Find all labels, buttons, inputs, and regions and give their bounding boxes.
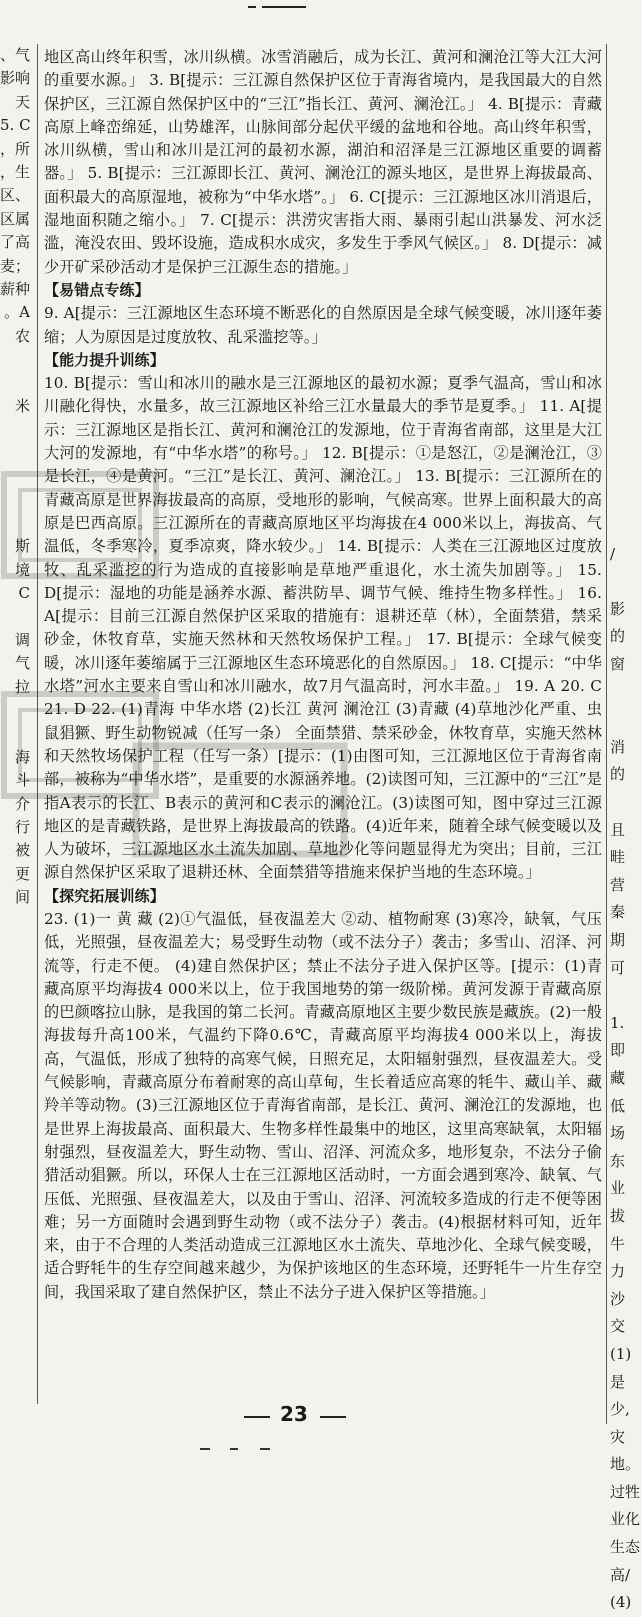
left-strip-line: 拉 xyxy=(14,677,30,696)
right-strip-line: 窗 xyxy=(610,655,626,674)
right-strip-line: 高/ xyxy=(610,1565,631,1584)
left-strip-line: ，生 xyxy=(0,162,31,181)
left-strip-line: 5. C xyxy=(0,116,31,135)
right-strip-line: 秦 xyxy=(610,903,626,922)
right-strip-line: 可 xyxy=(610,958,626,977)
left-strip-line: 薪种 xyxy=(0,279,31,298)
left-strip-line: 间 xyxy=(14,888,30,907)
right-strip-line: 1. xyxy=(610,1013,625,1032)
left-strip-line: 天 xyxy=(14,92,30,111)
left-strip-line xyxy=(0,909,30,932)
right-strip-line: 即 xyxy=(610,1041,626,1060)
left-strip-line: 行 xyxy=(14,817,30,836)
left-strip-line: 境 xyxy=(14,560,30,579)
right-strip-line: (1) xyxy=(610,1344,632,1363)
page-number-dash-right xyxy=(320,1416,346,1418)
right-strip-line: 东 xyxy=(610,1151,626,1170)
right-strip-line: 消 xyxy=(610,737,626,756)
page-number: 23 xyxy=(280,1402,308,1426)
right-strip-line xyxy=(610,182,642,210)
left-strip-line: 区属 xyxy=(0,209,31,228)
left-strip-line: C xyxy=(18,583,30,602)
left-strip-line: 斯 xyxy=(14,537,30,556)
right-strip-line: 业化 xyxy=(610,1510,641,1529)
section-heading-explore: 【探究拓展训练】 xyxy=(44,886,165,905)
left-strip-line xyxy=(0,418,30,441)
right-strip-line xyxy=(610,706,642,734)
left-strip-line: 海 xyxy=(14,747,30,766)
right-strip-line xyxy=(610,265,642,293)
answers-10-to-22: 10. B[提示：雪山和冰川的融水是三江源地区的最初水源；夏季气温高，雪山和冰川融化得快，水量多，故三江源地区补给三江水量最大的季节是夏季。」 11. A[提示：三江源地区是指长江、黄河和澜沧江的发源地，位于青海省南部，这里是大江大河的发源地，有“中华水塔”的称号。」 12. B[提示：①是怒江，②是澜沧江，③是长江，④是黄河。“三江”是长江、黄河、澜沧江。」 13. B[提示：三江源所在的青藏高原是世界海拔最高的高原，受地形的影响，气候高寒。世界上面积最大的高原是巴西高原。三江源所在的青藏高原地区平均海拔在4 000米以上，海拔高、气温低，冬季寒冷，夏季凉爽，降水较少。」 14. B[提示：人类在三江源地区过度放牧、乱采滥挖的行为造成的直接影响是草地严重退化，水土流失加剧等。」 15. D[提示：湿地的功能是涵养水源、蓄洪防旱、调节气候、维持生物多样性。」 16. A[提示：目前三江源自然保护区采取的措施有：退耕还草（林），全面禁猎，禁采砂金，休牧育草，实施天然林和天然牧场保护工程。」 17. B[提示：全球气候变暖，冰川逐年萎缩属于三江源地区生态环境恶化的自然原因。」 18. C[提示：“中华水塔”河水主要来自雪山和冰川融水，故7月气温高时，河水丰盈。」 19. A 20. C 21. D 22. (1)青海 中华水塔 (2)长江 黄河 澜沧江 (3)青藏 (4)草地沙化严重、虫鼠猖獗、野生动物锐减（任写一条） 全面禁猎、禁采砂金，休牧育草，实施天然林和天然牧场保护工程（任写一条）[提示：(1)由图可知，三江源地区位于青海省南部，被称为“中华水塔”，是重要的水源涵养地。(2)读图可知，三江源中的“三江”是指A表示的长江、B表示的黄河和C表示的澜沧江。(3)读图可知，图中穿过三江源地区的是青藏铁路，是世界上海拔最高的铁路。(4)近年来，随着全球气候变暖以及人为破坏，三江源地区水土流失加剧、草地沙化等问题显得尤为突出；目前，三江源自然保护区采取了退耕还林、全面禁猎等措施来保护当地的生态环境。」 xyxy=(44,374,602,882)
left-strip-line: 区、 xyxy=(0,186,31,205)
left-strip-line xyxy=(0,371,30,394)
right-strip-line xyxy=(610,982,642,1010)
right-column-fragment xyxy=(610,44,642,1612)
right-strip-line: 是 xyxy=(610,1372,626,1391)
right-strip-line: 沙 xyxy=(610,1289,626,1308)
right-strip-line: 业 xyxy=(610,1179,626,1198)
right-strip-line: 少, xyxy=(610,1400,630,1419)
right-strip-line: 营 xyxy=(610,875,626,894)
left-strip-line: ，所 xyxy=(0,139,31,158)
left-strip-line: 被 xyxy=(14,841,30,860)
answer-23: 23. (1)一 黄 藏 (2)①气温低，昼夜温差大 ②动、植物耐寒 (3)寒冷，缺氧，气压低，光照强，昼夜温差大；易受野生动物（或不法分子）袭击；多雪山、沼泽、河流等，行走不便。 (4)建自然保护区；禁止不法分子进入保护区等。[提示：(1)青藏高原平均海拔4 000米以上，位于我国地势的第一级阶梯。黄河发源于青藏高原的巴颜喀拉山脉，是我国的第二长河。青藏高原地区主要少数民族是藏族。(2)一般海拔每升高100米，气温约下降0.6℃，青藏高原平均海拔4 000米以上，海拔高，气温低，形成了独特的高寒气候，日照充足，太阳辐射强烈，昼夜温差大。受气候影响，青藏高原分布着耐寒的高山草甸，生长着适应高寒的牦牛、藏山羊、藏羚羊等动物。(3)三江源地区位于青海省南部，是长江、黄河、澜沧江的发源地，也是世界上海拔最高、面积最大、生物多样性最集中的地区，这里高寒缺氧，太阳辐射强烈，昼夜温差大，野生动物、雪山、沼泽、河流众多，地形复杂，不法分子偷猎活动猖獗。所以，环保人士在三江源地区活动时，一方面会遇到寒冷、缺氧、气压低、光照强、昼夜温差大，以及由于雪山、沼泽、河流较多造成的行走不便等困难；另一方面随时会遇到野生动物（或不法分子）袭击。(4)根据材料可知，近年来，由于不合理的人类活动造成三江源地区水土流失、草地沙化、全球气候变暖，适合野牦牛的生存空间越来越少，为保护该地区的生态环境，还野牦牛一片生存空间，我国采取了建自然保护区，禁止不法分子进入保护区等措施。」 xyxy=(44,909,602,1301)
left-strip-line xyxy=(0,933,30,956)
left-strip-line: 气 xyxy=(14,654,30,673)
right-strip-line xyxy=(610,99,642,127)
right-strip-line: 影 xyxy=(610,599,626,618)
main-column xyxy=(44,46,602,1304)
right-strip-line xyxy=(610,44,642,72)
right-strip-line: 藏 xyxy=(610,1068,626,1087)
right-strip-line xyxy=(610,348,642,376)
right-strip-line: / xyxy=(610,544,616,563)
left-strip-line: 米 xyxy=(14,396,30,415)
right-strip-line: 过牲 xyxy=(610,1482,641,1501)
right-strip-line: 的 xyxy=(610,627,626,646)
right-strip-line: 畦 xyxy=(610,848,626,867)
right-strip-line: 力 xyxy=(610,1262,626,1281)
right-strip-line xyxy=(610,458,642,486)
right-strip-line: 且 xyxy=(610,820,626,839)
right-strip-line xyxy=(610,237,642,265)
right-strip-line xyxy=(610,513,642,541)
right-strip-line xyxy=(610,486,642,514)
right-strip-line xyxy=(610,127,642,155)
watermark-stamp-icon xyxy=(130,740,350,860)
left-strip-line xyxy=(0,605,30,628)
right-strip-line: 牛 xyxy=(610,1234,626,1253)
answer-9: 9. A[提示：三江源地区生态环境不断恶化的自然原因是全球气候变暖，冰川逐年萎缩；人为原因是过度放牧、乱采滥挖等。」 xyxy=(44,304,602,346)
right-strip-line xyxy=(610,430,642,458)
top-mark xyxy=(248,6,256,8)
bottom-marks xyxy=(200,1448,340,1450)
right-strip-line: 地。 xyxy=(610,1455,641,1474)
right-strip-line xyxy=(610,403,642,431)
left-strip-line: 斗 xyxy=(14,771,30,790)
right-strip-line: 交 xyxy=(610,1317,626,1336)
right-strip-line: 灾 xyxy=(610,1427,626,1446)
right-strip-line xyxy=(610,789,642,817)
left-strip-line: 了高 xyxy=(0,233,31,252)
right-strip-line xyxy=(610,375,642,403)
left-strip-line: 。A xyxy=(4,303,30,322)
right-strip-line: 期 xyxy=(610,931,626,949)
right-strip-line xyxy=(610,679,642,707)
column-divider-right xyxy=(606,44,607,1424)
left-strip-line: 影响 xyxy=(0,69,31,88)
right-strip-line xyxy=(610,568,642,596)
page-number-dash-left xyxy=(244,1416,270,1418)
right-strip-line xyxy=(610,72,642,100)
left-strip-line: 农 xyxy=(14,326,30,345)
left-strip-line xyxy=(0,348,30,371)
right-strip-line xyxy=(610,154,642,182)
left-strip-line: 麦； xyxy=(0,256,31,275)
answers-2-to-8: 地区高山终年积雪，冰川纵横。冰雪消融后，成为长江、黄河和澜沧江等大江大河的重要水源。」 3. B[提示：三江源自然保护区位于青海省境内，是我国最大的自然保护区，三江源自然保护区中的“三江”指长江、黄河、澜沧江。」 4. B[提示：青藏高原上峰峦绵延，山势雄浑，山脉间部分起伏平缓的盆地和谷地。高山终年积雪，冰川纵横，雪山和冰川是江河的最初水源，湖泊和沼泽是三江源地区重要的调蓄器。」 5. B[提示：三江源即长江、黄河、澜沧江的源头地区，是世界上海拔最高、面积最大的高原湿地，被称为“中华水塔”。」 6. C[提示：三江源地区冰川消退后，湿地面积随之缩小。」 7. C[提示：洪涝灾害指大雨、暴雨引起山洪暴发、河水泛滥，淹没农田、毁坏设施，造成积水成灾，多发生于季风气候区。」 8. D[提示：减少开矿采砂活动才是保护三江源生态的措施。」 xyxy=(44,48,602,276)
right-strip-line: 的 xyxy=(610,765,626,784)
left-strip-line: 调 xyxy=(14,630,30,649)
left-strip-line xyxy=(0,442,30,465)
watermark-stamp-icon xyxy=(0,470,160,580)
right-strip-line xyxy=(610,210,642,238)
left-strip-line: 更 xyxy=(14,864,30,883)
section-heading-common-errors: 【易错点专练】 xyxy=(44,280,150,299)
right-strip-line xyxy=(610,320,642,348)
right-strip-line: 拔 xyxy=(610,1206,626,1225)
right-strip-line xyxy=(610,292,642,320)
right-strip-line: 低 xyxy=(610,1096,626,1115)
right-strip-line: 场 xyxy=(610,1124,626,1143)
left-strip-line: 、气 xyxy=(0,46,31,64)
top-rule xyxy=(262,6,306,8)
section-heading-ability: 【能力提升训练】 xyxy=(44,350,165,369)
left-strip-line: 介 xyxy=(14,794,30,813)
right-strip-line: 生态 xyxy=(610,1538,641,1557)
right-strip-line: (4) xyxy=(610,1593,632,1612)
